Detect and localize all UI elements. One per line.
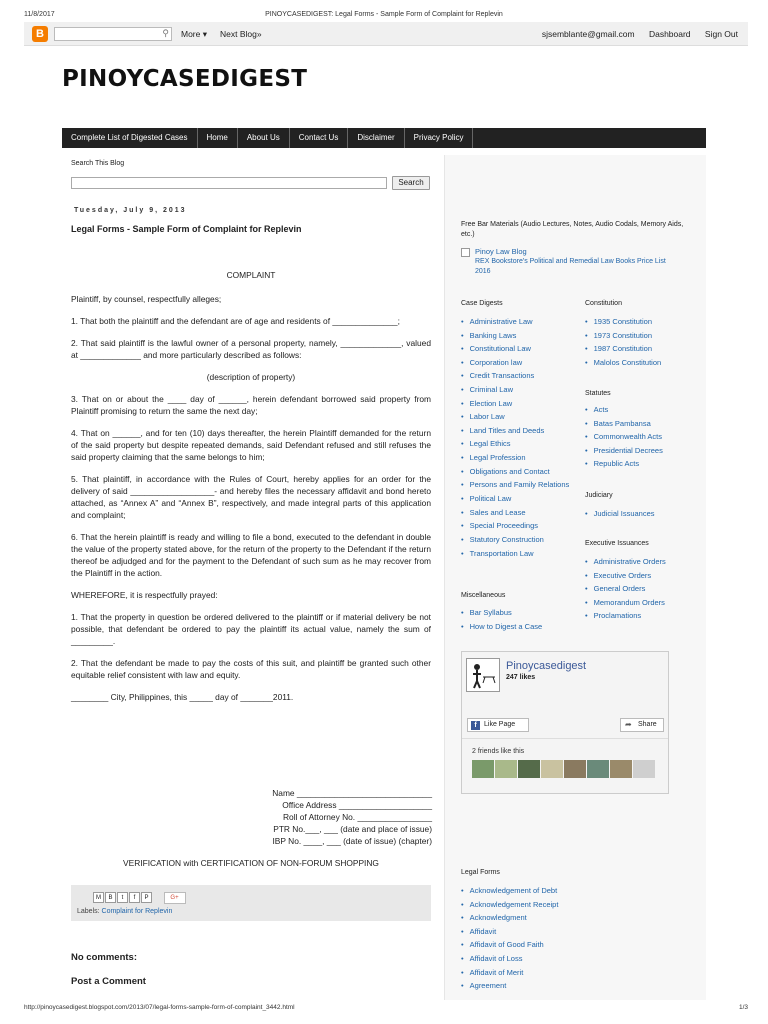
sidebar-item-land-titles[interactable]: • Land Titles and Deeds xyxy=(461,424,576,438)
blogger-logo-icon[interactable]: B xyxy=(32,26,48,42)
fb-share-button[interactable] xyxy=(620,718,664,732)
fb-like-page-button[interactable] xyxy=(467,718,529,732)
friend-avatar[interactable] xyxy=(633,760,655,778)
fb-likes-count: 247 likes xyxy=(506,674,536,681)
sidebar-item-affidavit-merit[interactable]: • Affidavit of Merit xyxy=(461,966,661,980)
fb-friends-text: 2 friends like this xyxy=(472,748,525,755)
post-paragraph: Plaintiff, by counsel, respectfully alleges; xyxy=(71,294,222,304)
tab-contact-us[interactable]: Contact Us xyxy=(290,128,349,148)
sidebar-item-persons-family[interactable]: • Persons and Family Relations xyxy=(461,478,576,492)
blog-title[interactable]: PINOYCASEDIGEST xyxy=(62,66,308,92)
sidebar-item-general-orders[interactable]: • General Orders xyxy=(585,582,700,596)
sidebar-item-agreement[interactable]: • Agreement xyxy=(461,979,661,993)
sidebar-item-special-proceedings[interactable]: • Special Proceedings xyxy=(461,519,576,533)
post-paragraph: (description of property) xyxy=(206,372,296,382)
post-date: Tuesday, July 9, 2013 xyxy=(74,207,187,214)
sidebar-item-labor-law[interactable]: • Labor Law xyxy=(461,410,576,424)
post-paragraph: 1. That the property in question be ordered delivered to the plaintiff or if material delivery be not possible, that defendant be ordered to pay the plaintiff its actual value, namely the sum of _________. xyxy=(71,612,431,646)
print-footer xyxy=(24,1004,748,1011)
print-title: PINOYCASEDIGEST: Legal Forms - Sample Form of Complaint for Replevin xyxy=(265,11,503,18)
sidebar-item-legal-ethics[interactable]: • Legal Ethics xyxy=(461,437,576,451)
signature-line: Roll of Attorney No. ________________ xyxy=(282,812,432,822)
sidebar-item-acts[interactable]: • Acts xyxy=(585,403,700,417)
misc-heading: Miscellaneous xyxy=(461,592,506,599)
sidebar-item-administrative-orders[interactable]: • Administrative Orders xyxy=(585,555,700,569)
post-paragraph: 2. That said plaintiff is the lawful owner of a personal property, namely, _____________, valued at _____________ and more particularly described as follows: xyxy=(71,338,431,360)
sidebar-item-affidavit-loss[interactable]: • Affidavit of Loss xyxy=(461,952,661,966)
post-paragraph: 1. That both the plaintiff and the defendant are of age and residents of ______________; xyxy=(71,316,400,326)
print-url: http://pinoycasedigest.blogspot.com/2013/07/legal-forms-sample-form-of-complaint_3442.html xyxy=(24,1004,295,1011)
post-body xyxy=(71,269,431,713)
sidebar-item-malolos[interactable]: • Malolos Constitution xyxy=(585,356,700,370)
post-paragraph: COMPLAINT xyxy=(226,270,276,280)
print-header xyxy=(0,0,768,22)
post-a-comment-heading: Post a Comment xyxy=(71,976,146,987)
friend-avatar[interactable] xyxy=(587,760,609,778)
fb-share-label: Share xyxy=(638,721,657,728)
signature-block xyxy=(222,787,432,847)
statutes-list xyxy=(585,403,700,471)
legal-forms-heading: Legal Forms xyxy=(461,869,500,876)
sidebar-item-credit-transactions[interactable]: • Credit Transactions xyxy=(461,369,576,383)
user-email: sjsemblante@gmail.com xyxy=(541,29,635,39)
signature-line: Name _____________________________ xyxy=(272,788,432,798)
sidebar-item-proclamations[interactable]: • Proclamations xyxy=(585,609,700,623)
search-button[interactable]: Search xyxy=(392,176,430,190)
search-icon[interactable]: ⚲ xyxy=(162,28,169,38)
sidebar-item-obligations[interactable]: • Obligations and Contact xyxy=(461,465,576,479)
labels-prefix: Labels: xyxy=(77,908,100,915)
tab-home[interactable]: Home xyxy=(198,128,238,148)
post-paragraph: 6. That the herein plaintiff is ready and willing to file a bond, executed to the defendant in double the value of the property stated above, for the return of the property to the Defendant if the return thereof be adjudged and for the payment to the Defendant of such sum as he may recover from the Plaintiff in the action. xyxy=(71,532,431,578)
post-paragraph: 3. That on or about the ____ day of ______, herein defendant borrowed said property from Plaintiff promising to return the same the next day; xyxy=(71,394,431,416)
blogthis-share-icon[interactable]: B xyxy=(105,892,116,903)
page-avatar[interactable] xyxy=(466,658,500,692)
legal-forms-list xyxy=(461,884,661,993)
sidebar-item-corporation-law[interactable]: • Corporation law xyxy=(461,356,576,370)
sidebar-item-how-to-digest[interactable]: • How to Digest a Case xyxy=(461,620,576,634)
sidebar-item-statutory-construction[interactable]: • Statutory Construction xyxy=(461,533,576,547)
sidebar xyxy=(444,155,706,1000)
fb-like-label: Like Page xyxy=(484,721,516,728)
no-comments: No comments: xyxy=(71,952,137,963)
sidebar-item-transportation-law[interactable]: • Transportation Law xyxy=(461,547,576,561)
friend-avatar[interactable] xyxy=(472,760,494,778)
sidebar-item-commonwealth-acts[interactable]: • Commonwealth Acts xyxy=(585,430,700,444)
dashboard-link[interactable]: Dashboard xyxy=(648,29,691,39)
blogger-navbar xyxy=(24,22,748,46)
signature-line: IBP No. ____, ___ (date of issue) (chapter) xyxy=(272,836,432,846)
post-paragraph: ________ City, Philippines, this _____ day of _______2011. xyxy=(71,692,294,702)
case-digests-list xyxy=(461,315,576,560)
friend-avatar[interactable] xyxy=(610,760,632,778)
blog-thumbnail-icon xyxy=(461,248,470,257)
blog-search-input[interactable] xyxy=(71,177,387,189)
post-paragraph: 5. That plaintiff, in accordance with the Rules of Court, hereby applies for an order for the delivery of said __________________- and hereby files the necessary affidavit and bond hereto attached, as “Annex A” and “Annex B”, respectively, and made integral parts of this application and complaint; xyxy=(71,474,431,520)
signature-line: PTR No.___, ___ (date and place of issue) xyxy=(273,824,432,834)
sidebar-item-acknowledgement-debt[interactable]: • Acknowledgement of Debt xyxy=(461,884,661,898)
executive-heading: Executive Issuances xyxy=(585,540,649,547)
justice-figure-icon xyxy=(467,659,499,691)
statutes-heading: Statutes xyxy=(585,390,611,397)
sidebar-item-administrative-law[interactable]: • Administrative Law xyxy=(461,315,576,329)
sidebar-item-banking-laws[interactable]: • Banking Laws xyxy=(461,329,576,343)
sidebar-item-presidential-decrees[interactable]: • Presidential Decrees xyxy=(585,444,700,458)
facebook-icon: f xyxy=(471,721,480,730)
facebook-share-icon[interactable]: f xyxy=(129,892,140,903)
print-page-number: 1/3 xyxy=(738,1004,748,1011)
case-digests-heading: Case Digests xyxy=(461,300,503,307)
post-footer xyxy=(71,885,431,921)
sidebar-item-affidavit-good-faith[interactable]: • Affidavit of Good Faith xyxy=(461,938,661,952)
sidebar-item-bar-syllabus[interactable]: • Bar Syllabus xyxy=(461,606,576,620)
tab-disclaimer[interactable]: Disclaimer xyxy=(348,128,404,148)
executive-list xyxy=(585,555,700,623)
sidebar-item-affidavit[interactable]: • Affidavit xyxy=(461,925,661,939)
sidebar-item-constitutional-law[interactable]: • Constitutional Law xyxy=(461,342,576,356)
pinterest-share-icon[interactable]: P xyxy=(141,892,152,903)
sidebar-item-political-law[interactable]: • Political Law xyxy=(461,492,576,506)
share-icon: ➦ xyxy=(625,720,632,729)
more-menu[interactable]: More ▾ xyxy=(181,29,207,39)
friend-avatar[interactable] xyxy=(518,760,540,778)
sidebar-item-1973[interactable]: • 1973 Constitution xyxy=(585,329,700,343)
email-share-icon[interactable]: M xyxy=(93,892,104,903)
fb-page-name[interactable]: Pinoycasedigest xyxy=(506,660,587,672)
verification-heading: VERIFICATION with CERTIFICATION OF NON-FORUM SHOPPING xyxy=(123,858,379,868)
navbar-search-input[interactable] xyxy=(54,27,172,41)
sidebar-item-1987[interactable]: • 1987 Constitution xyxy=(585,342,700,356)
free-bar-heading: Free Bar Materials (Audio Lectures, Notes, Audio Codals, Memory Aids, etc.) xyxy=(461,221,684,238)
pinoy-law-blog-link[interactable]: Pinoy Law Blog xyxy=(475,247,527,256)
constitution-list xyxy=(585,315,700,369)
sidebar-item-acknowledgment[interactable]: • Acknowledgment xyxy=(461,911,661,925)
sign-out-link[interactable]: Sign Out xyxy=(704,29,738,39)
rex-bookstore-link[interactable]: REX Bookstore's Political and Remedial Law Books Price List 2016 xyxy=(475,258,666,275)
judiciary-list xyxy=(585,507,700,521)
sidebar-item-election-law[interactable]: • Election Law xyxy=(461,397,576,411)
sidebar-item-judicial-issuances[interactable]: • Judicial Issuances xyxy=(585,507,700,521)
sidebar-item-batas-pambansa[interactable]: • Batas Pambansa xyxy=(585,417,700,431)
sidebar-item-legal-profession[interactable]: • Legal Profession xyxy=(461,451,576,465)
print-date: 11/8/2017 xyxy=(24,11,55,18)
sidebar-item-memorandum-orders[interactable]: • Memorandum Orders xyxy=(585,596,700,610)
sidebar-item-criminal-law[interactable]: • Criminal Law xyxy=(461,383,576,397)
sidebar-item-executive-orders[interactable]: • Executive Orders xyxy=(585,569,700,583)
search-label: Search This Blog xyxy=(71,160,125,167)
judiciary-heading: Judiciary xyxy=(585,492,613,499)
facebook-page-widget xyxy=(461,651,669,794)
next-blog-link[interactable]: Next Blog» xyxy=(220,29,262,39)
friend-avatar[interactable] xyxy=(495,760,517,778)
friend-avatar[interactable] xyxy=(564,760,586,778)
friend-avatar[interactable] xyxy=(541,760,563,778)
post-paragraph: 4. That on ______, and for ten (10) days thereafter, the herein Plaintiff demanded for the return of the said property but despite repeated demands, said Defendant refused and still refuses the said property claiming that the same belongs to him; xyxy=(71,428,431,462)
sidebar-item-sales-lease[interactable]: • Sales and Lease xyxy=(461,506,576,520)
post-title[interactable]: Legal Forms - Sample Form of Complaint for Replevin xyxy=(71,224,302,234)
signature-line: Office Address ____________________ xyxy=(282,800,432,810)
divider xyxy=(462,738,668,739)
post-paragraph: 2. That the defendant be made to pay the costs of this suit, and plaintiff be granted such other equitable relief consistent with law and equity. xyxy=(71,658,431,680)
post-paragraph: WHEREFORE, it is respectfully prayed: xyxy=(71,590,218,600)
misc-list xyxy=(461,606,576,633)
tab-about-us[interactable]: About Us xyxy=(238,128,290,148)
sidebar-item-acknowledgement-receipt[interactable]: • Acknowledgement Receipt xyxy=(461,898,661,912)
label-link[interactable]: Complaint for Replevin xyxy=(101,908,173,915)
sidebar-item-1935[interactable]: • 1935 Constitution xyxy=(585,315,700,329)
fb-friend-faces xyxy=(472,760,656,780)
page-tabs xyxy=(62,128,706,148)
constitution-heading: Constitution xyxy=(585,300,622,307)
tab-digested-cases[interactable]: Complete List of Digested Cases xyxy=(62,128,198,148)
tab-privacy-policy[interactable]: Privacy Policy xyxy=(405,128,474,148)
google-plus-button[interactable]: G+ xyxy=(164,892,186,904)
sidebar-item-republic-acts[interactable]: • Republic Acts xyxy=(585,457,700,471)
twitter-share-icon[interactable]: t xyxy=(117,892,128,903)
